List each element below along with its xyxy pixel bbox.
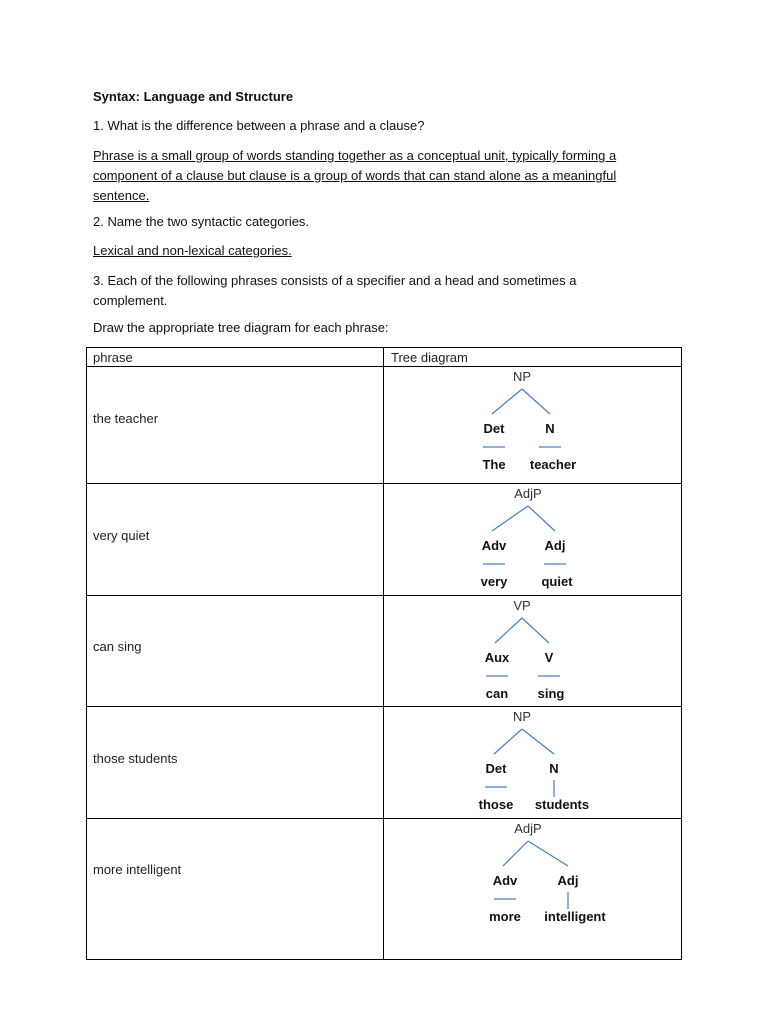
tree-category-label: N	[549, 761, 559, 776]
tree-diagram	[384, 819, 680, 929]
tree-category-label: Adv	[481, 538, 507, 553]
answer-1-line: sentence.	[93, 188, 150, 203]
phrase-cell: can sing	[93, 639, 142, 654]
answer-1-line: Phrase is a small group of words standing together as a conceptual unit, typically forming a	[93, 148, 617, 163]
instruction: Draw the appropriate tree diagram for each phrase:	[93, 320, 389, 335]
branch-line-right	[528, 841, 568, 866]
tree-word-label: students	[534, 797, 590, 812]
tree-root-label: AdjP	[514, 486, 542, 501]
branch-line-right	[522, 729, 554, 754]
tree-category-label: Aux	[484, 650, 510, 665]
branch-line-right	[528, 506, 555, 531]
phrase-cell: those students	[93, 751, 178, 766]
tree-word-label: very	[480, 574, 508, 589]
question-2: 2. Name the two syntactic categories.	[93, 214, 310, 229]
tree-word-label: can	[485, 686, 509, 701]
branch-line-left	[494, 729, 522, 754]
branch-line-left	[492, 389, 522, 414]
tree-category-label: Det	[485, 761, 507, 776]
tree-word-label: The	[482, 457, 506, 472]
tree-root-label: NP	[512, 709, 532, 724]
answer-1-line: component of a clause but clause is a group of words that can stand alone as a meaningful	[93, 168, 617, 183]
question-1: 1. What is the difference between a phrase and a clause?	[93, 118, 425, 133]
phrase-cell: very quiet	[93, 528, 150, 543]
document-title: Syntax: Language and Structure	[93, 89, 294, 104]
tree-category-label: N	[545, 421, 555, 436]
tree-root-label: VP	[513, 598, 531, 613]
tree-diagram	[384, 367, 680, 477]
question-3-line: 3. Each of the following phrases consists of a specifier and a head and sometimes a	[93, 273, 577, 288]
branch-line-right	[522, 389, 550, 414]
phrase-cell: the teacher	[93, 411, 159, 426]
tree-category-label: V	[544, 650, 554, 665]
tree-root-label: AdjP	[514, 821, 542, 836]
tree-word-label: intelligent	[544, 909, 606, 924]
tree-category-label: Det	[483, 421, 505, 436]
tree-root-label: NP	[512, 369, 532, 384]
tree-word-label: teacher	[529, 457, 577, 472]
tree-word-label: quiet	[541, 574, 573, 589]
question-3	[93, 271, 673, 311]
tree-word-label: those	[478, 797, 514, 812]
branch-line-left	[495, 618, 522, 643]
tree-category-label: Adv	[492, 873, 518, 888]
branch-line-left	[492, 506, 528, 531]
phrase-cell: more intelligent	[93, 862, 182, 877]
tree-diagram	[384, 484, 680, 594]
branch-line-left	[503, 841, 528, 866]
tree-word-label: more	[489, 909, 521, 924]
tree-diagram	[384, 596, 680, 706]
question-3-line: complement.	[93, 293, 168, 308]
branch-line-right	[522, 618, 549, 643]
tree-diagram	[384, 707, 680, 817]
answer-2: Lexical and non-lexical categories.	[93, 243, 292, 258]
header-tree-diagram: Tree diagram	[391, 350, 468, 365]
tree-category-label: Adj	[544, 538, 566, 553]
answer-1	[93, 146, 673, 206]
tree-category-label: Adj	[557, 873, 579, 888]
tree-word-label: sing	[537, 686, 565, 701]
header-phrase: phrase	[93, 350, 133, 365]
